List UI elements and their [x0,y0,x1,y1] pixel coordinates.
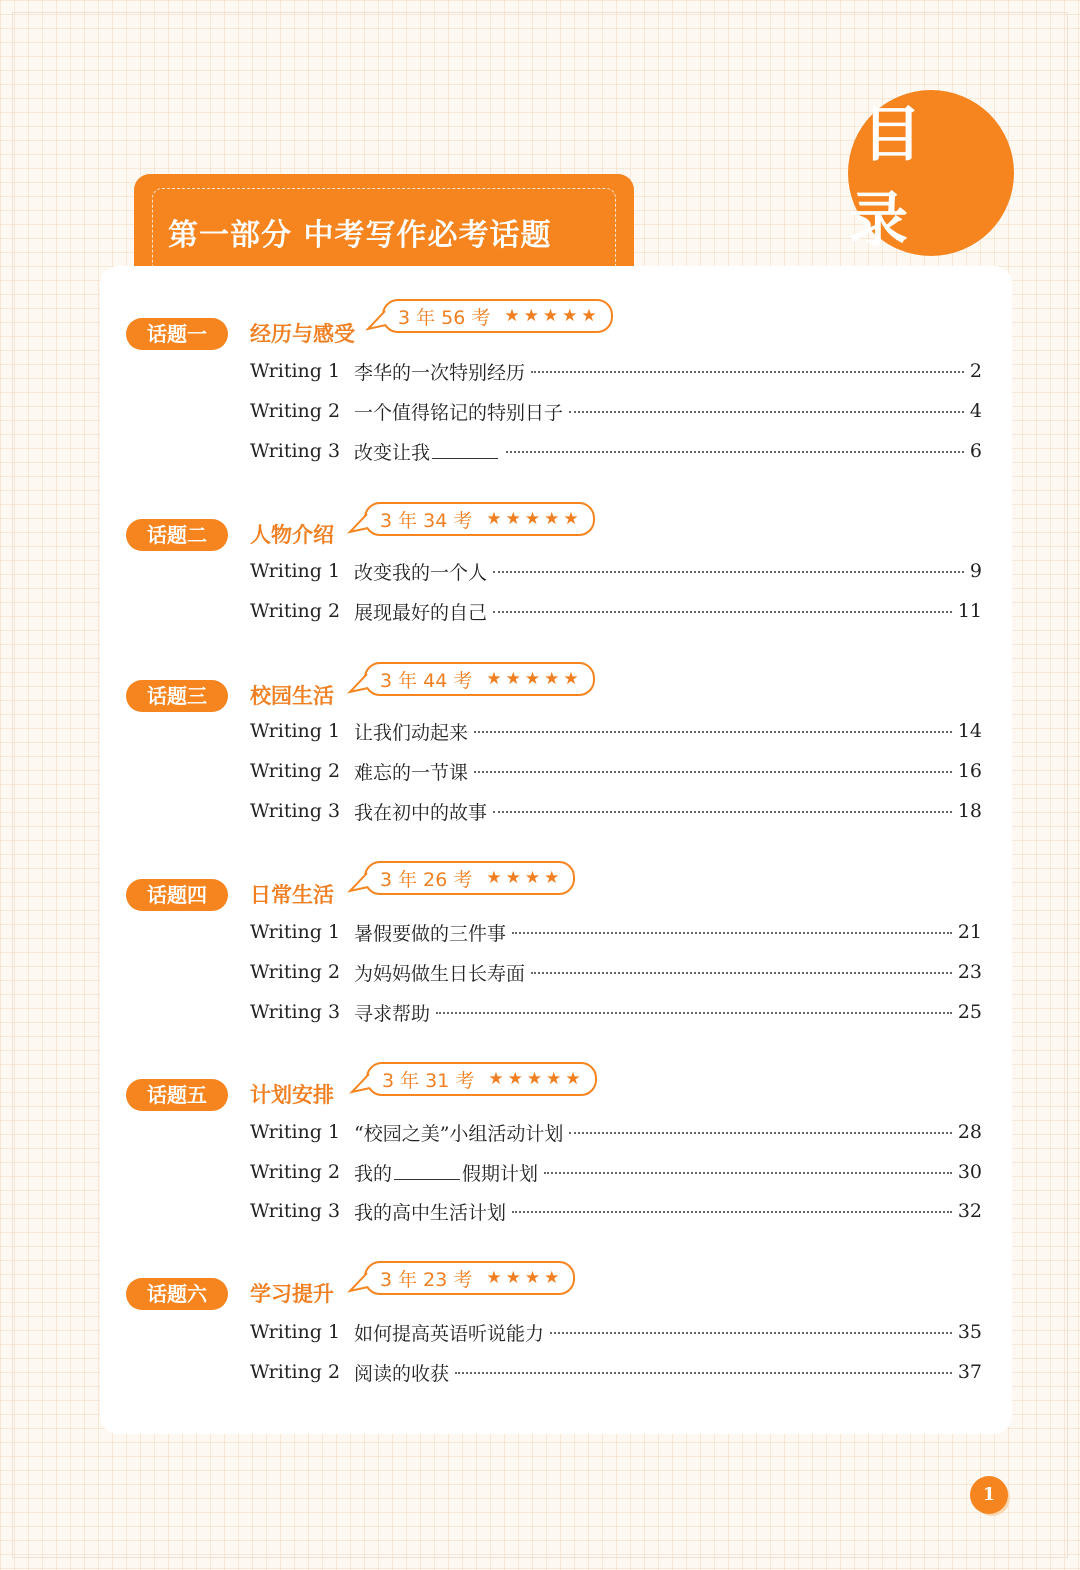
page-number: 1 [982,1484,996,1505]
dot-leader [512,1211,952,1213]
exam-count: 3 年 34 考 [380,509,473,532]
dot-leader [474,771,952,773]
toc-panel [100,266,1012,1434]
writing-label: Writing 3 [250,1200,341,1222]
page-number-badge [970,1476,1008,1514]
toc-entry[interactable] [250,756,982,786]
dot-leader [455,1372,952,1374]
toc-entry[interactable] [250,436,982,466]
page-ref: 35 [957,1321,982,1343]
entry-title: 我的高中生活计划 [354,1201,507,1224]
toc-entry[interactable] [250,396,982,426]
entry-title: 展现最好的自己 [354,601,488,624]
dot-leader [474,731,952,733]
page-ref: 18 [957,800,982,822]
topic-name: 日常生活 [250,883,334,907]
writing-label: Writing 1 [250,1321,341,1343]
exam-count: 3 年 31 考 [382,1069,475,1092]
toc-entry[interactable] [250,356,982,386]
entry-title: 我在初中的故事 [354,801,488,824]
part-title: 第一部分 中考写作必考话题 [168,218,552,253]
topic-name: 人物介绍 [250,523,334,547]
topic-badge: 话题二 [126,519,228,551]
toc-entry[interactable] [250,957,982,987]
entry-title [354,438,500,465]
difficulty-stars: ★★★★★ [504,306,601,326]
entry-title: 为妈妈做生日长寿面 [354,962,526,985]
dot-leader [493,571,964,573]
topic-badge: 话题六 [126,1278,228,1310]
exam-frequency-callout [364,1261,575,1295]
entry-title: 难忘的一节课 [354,761,469,784]
page-ref: 28 [957,1121,982,1143]
exam-count: 3 年 23 考 [380,1268,473,1291]
entry-title-before: 改变让我 [354,441,431,464]
writing-label: Writing 1 [250,360,341,382]
toc-entry[interactable] [250,1357,982,1387]
toc-entry[interactable] [250,1157,982,1187]
toc-entry[interactable] [250,917,982,947]
topic-name: 学习提升 [250,1282,334,1306]
page-ref: 25 [957,1001,982,1023]
topic-badge: 话题一 [126,318,228,350]
dot-leader [569,1132,951,1134]
difficulty-stars: ★★★★★ [486,509,583,529]
entry-title: 一个值得铭记的特别日子 [354,401,564,424]
page-ref: 6 [969,440,982,462]
page-ref: 2 [969,360,982,382]
writing-label: Writing 1 [250,720,341,742]
writing-label: Writing 2 [250,1161,341,1183]
entry-title: 改变我的一个人 [354,561,488,584]
topic-badge: 话题四 [126,879,228,911]
dot-leader [569,411,964,413]
dot-leader [531,972,952,974]
difficulty-stars: ★★★★★ [488,1069,585,1089]
toc-entry[interactable] [250,1317,982,1347]
entry-title: 让我们动起来 [354,721,469,744]
exam-frequency-callout [364,662,595,696]
dot-leader [493,611,952,613]
dot-leader [506,451,964,453]
writing-label: Writing 2 [250,600,341,622]
page-ref: 9 [969,560,982,582]
dot-leader [531,371,964,373]
writing-label: Writing 1 [250,1121,341,1143]
exam-frequency-callout [366,1062,597,1096]
page-ref: 4 [969,400,982,422]
dot-leader [493,811,952,813]
exam-frequency-callout [364,502,595,536]
page-ref: 30 [957,1161,982,1183]
writing-label: Writing 2 [250,961,341,983]
page-ref: 23 [957,961,982,983]
toc-entry[interactable] [250,796,982,826]
toc-title-circle [848,90,1014,256]
page-ref: 37 [957,1361,982,1383]
writing-label: Writing 1 [250,560,341,582]
entry-title-before: 我的 [354,1162,393,1185]
page-ref: 21 [957,921,982,943]
difficulty-stars: ★★★★★ [486,669,583,689]
fill-in-blank [394,1161,460,1180]
page-ref: 32 [957,1200,982,1222]
topic-name: 校园生活 [250,684,334,708]
dot-leader [436,1012,952,1014]
toc-title: 目 录 [848,100,936,256]
toc-entry[interactable] [250,1196,982,1226]
exam-frequency-callout [364,861,575,895]
page-ref: 14 [957,720,982,742]
entry-title: 寻求帮助 [354,1002,431,1025]
exam-count: 3 年 44 考 [380,669,473,692]
toc-entry[interactable] [250,1117,982,1147]
entry-title [354,1159,538,1186]
fill-in-blank [432,440,498,459]
page-ref: 11 [957,600,982,622]
entry-title: 阅读的收获 [354,1362,450,1385]
page-ref: 16 [957,760,982,782]
dot-leader [550,1332,952,1334]
exam-count: 3 年 26 考 [380,868,473,891]
entry-title: “校园之美”小组活动计划 [354,1122,564,1145]
exam-frequency-callout [382,299,613,333]
entry-title-after: 假期计划 [462,1162,539,1185]
writing-label: Writing 3 [250,800,341,822]
topic-badge: 话题五 [126,1079,228,1111]
topic-badge: 话题三 [126,680,228,712]
writing-label: Writing 1 [250,921,341,943]
exam-count: 3 年 56 考 [398,306,491,329]
topic-name: 计划安排 [250,1083,334,1107]
writing-label: Writing 2 [250,1361,341,1383]
toc-entry[interactable] [250,716,982,746]
entry-title: 如何提高英语听说能力 [354,1322,545,1345]
dot-leader [512,932,952,934]
difficulty-stars: ★★★★ [486,1268,564,1288]
dot-leader [544,1172,952,1174]
writing-label: Writing 2 [250,400,341,422]
writing-label: Writing 2 [250,760,341,782]
entry-title: 李华的一次特别经历 [354,361,526,384]
difficulty-stars: ★★★★ [486,868,564,888]
writing-label: Writing 3 [250,440,341,462]
entry-title: 暑假要做的三件事 [354,922,507,945]
topic-name: 经历与感受 [250,322,355,346]
toc-entry[interactable] [250,556,982,586]
toc-entry[interactable] [250,997,982,1027]
toc-entry[interactable] [250,596,982,626]
writing-label: Writing 3 [250,1001,341,1023]
